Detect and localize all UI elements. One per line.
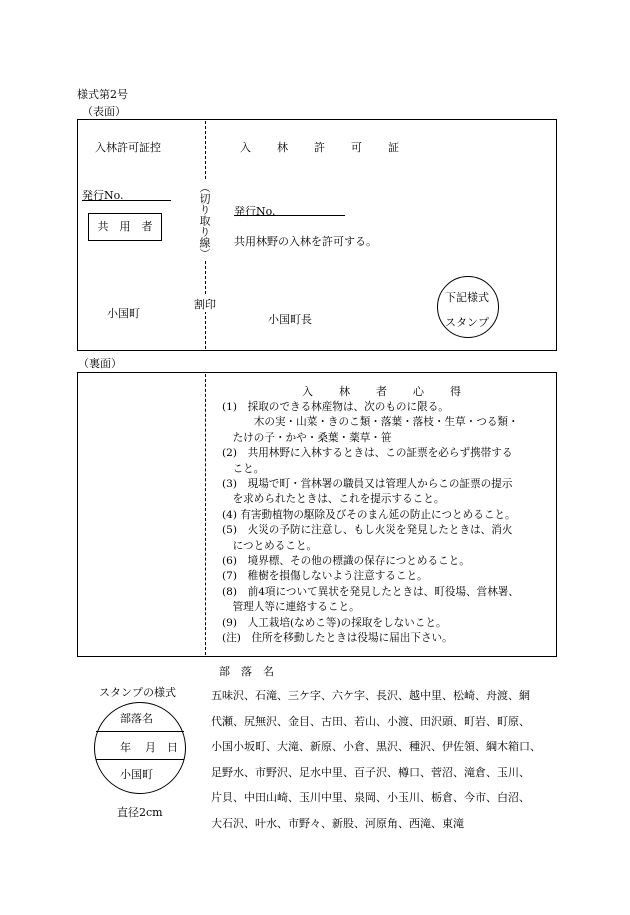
front-side-label: （表面） bbox=[82, 105, 126, 118]
rule-line: (3) 現場で町・営林署の職員又は管理人からこの証票の提示 bbox=[222, 478, 513, 491]
stub-issue-number-label: 発行No. bbox=[82, 189, 124, 202]
stamp-format-caption: スタンプの様式 bbox=[99, 686, 176, 699]
rule-line: (8) 前4項について異状を発見したときは、町役場、営林署、 bbox=[222, 585, 519, 598]
village-line: 片貝、中田山崎、玉川中里、泉岡、小玉川、栃倉、今市、白沼、 bbox=[211, 791, 530, 804]
stub-town: 小国町 bbox=[107, 307, 140, 320]
stamp-note-line1: 下記様式 bbox=[445, 291, 489, 304]
permit-issue-number-line bbox=[234, 215, 345, 216]
mayor-label: 小国町長 bbox=[268, 313, 312, 326]
cut-line-label: （切り取り線） bbox=[198, 182, 211, 259]
village-line: 足野水、市野沢、足水中里、百子沢、樽口、菅沼、滝倉、玉川、 bbox=[211, 765, 530, 779]
stamp-town: 小国町 bbox=[120, 768, 153, 781]
village-line: 五味沢、石滝、三ケ字、六ケ字、長沢、越中里、松崎、舟渡、網 bbox=[211, 689, 530, 702]
stamp-note-line2: スタンプ bbox=[445, 316, 489, 329]
rule-line: こと。 bbox=[222, 462, 265, 475]
rule-line: を求められたときは、これを提示すること。 bbox=[222, 493, 445, 506]
stamp-diameter: 直径2cm bbox=[117, 806, 163, 819]
rule-line: につとめること。 bbox=[222, 539, 318, 552]
rule-line: (6) 境界標、その他の標識の保存につとめること。 bbox=[222, 555, 470, 568]
rules-list bbox=[222, 400, 554, 647]
rule-line: (2) 共用林野に入林するときは、この証票を必らず携帯する bbox=[222, 447, 513, 460]
permission-text: 共用林野の入林を許可する。 bbox=[234, 235, 377, 248]
shared-user-box: 共 用 者 bbox=[88, 213, 162, 241]
rule-line: 木の実・山菜・きのこ類・落葉・落枝・生草・つる類・ bbox=[222, 416, 519, 429]
rule-line: (4) 有害動植物の駆除及びそのまん延の防止につとめること。 bbox=[222, 508, 516, 521]
rule-line: (注) 住所を移動したときは役場に届出下さい。 bbox=[222, 632, 453, 645]
tally-seal-label: 割印 bbox=[194, 298, 216, 311]
stamp-year: 年 bbox=[120, 741, 131, 754]
village-line: 大石沢、叶水、市野々、新股、河原角、西滝、東滝 bbox=[211, 816, 464, 830]
back-cut-line bbox=[205, 374, 206, 655]
village-line: 代瀬、尻無沢、金目、古田、若山、小渡、田沢頭、町岩、町原、 bbox=[211, 714, 530, 728]
stamp-month: 月 bbox=[145, 741, 156, 754]
stamp-divider-bottom bbox=[96, 759, 184, 760]
stub-issue-number-line bbox=[82, 200, 171, 201]
rule-line: (5) 火災の予防に注意し、もし火災を発見したときは、消火 bbox=[222, 524, 513, 537]
rules-heading: 入林者心得 bbox=[302, 385, 487, 398]
permit-issue-number-label: 発行No. bbox=[234, 205, 276, 218]
rule-line: たけの子・かや・桑葉・薬草・笹 bbox=[222, 431, 392, 444]
rule-line: (7) 稚樹を損傷しないよう注意すること。 bbox=[222, 570, 428, 583]
stamp-village-name: 部落名 bbox=[120, 712, 153, 725]
village-names-heading: 部 落 名 bbox=[219, 665, 274, 678]
rule-line: 管理人等に連絡すること。 bbox=[222, 601, 360, 614]
form-number: 様式第2号 bbox=[77, 88, 128, 101]
rule-line: (9) 人工栽培(なめこ等)の採取をしないこと。 bbox=[222, 616, 447, 629]
stub-title: 入林許可証控 bbox=[95, 141, 161, 154]
village-line: 小国小坂町、大滝、新原、小倉、黒沢、種沢、伊佐領、綱木箱口、 bbox=[211, 740, 541, 753]
stamp-day: 日 bbox=[167, 741, 178, 754]
back-side-label: （裏面） bbox=[78, 357, 122, 370]
rule-line: (1) 採取のできる林産物は、次のものに限る。 bbox=[222, 401, 449, 413]
stamp-divider-top bbox=[96, 731, 184, 732]
permit-title: 入林許可証 bbox=[240, 141, 425, 154]
village-names-list bbox=[211, 683, 551, 836]
